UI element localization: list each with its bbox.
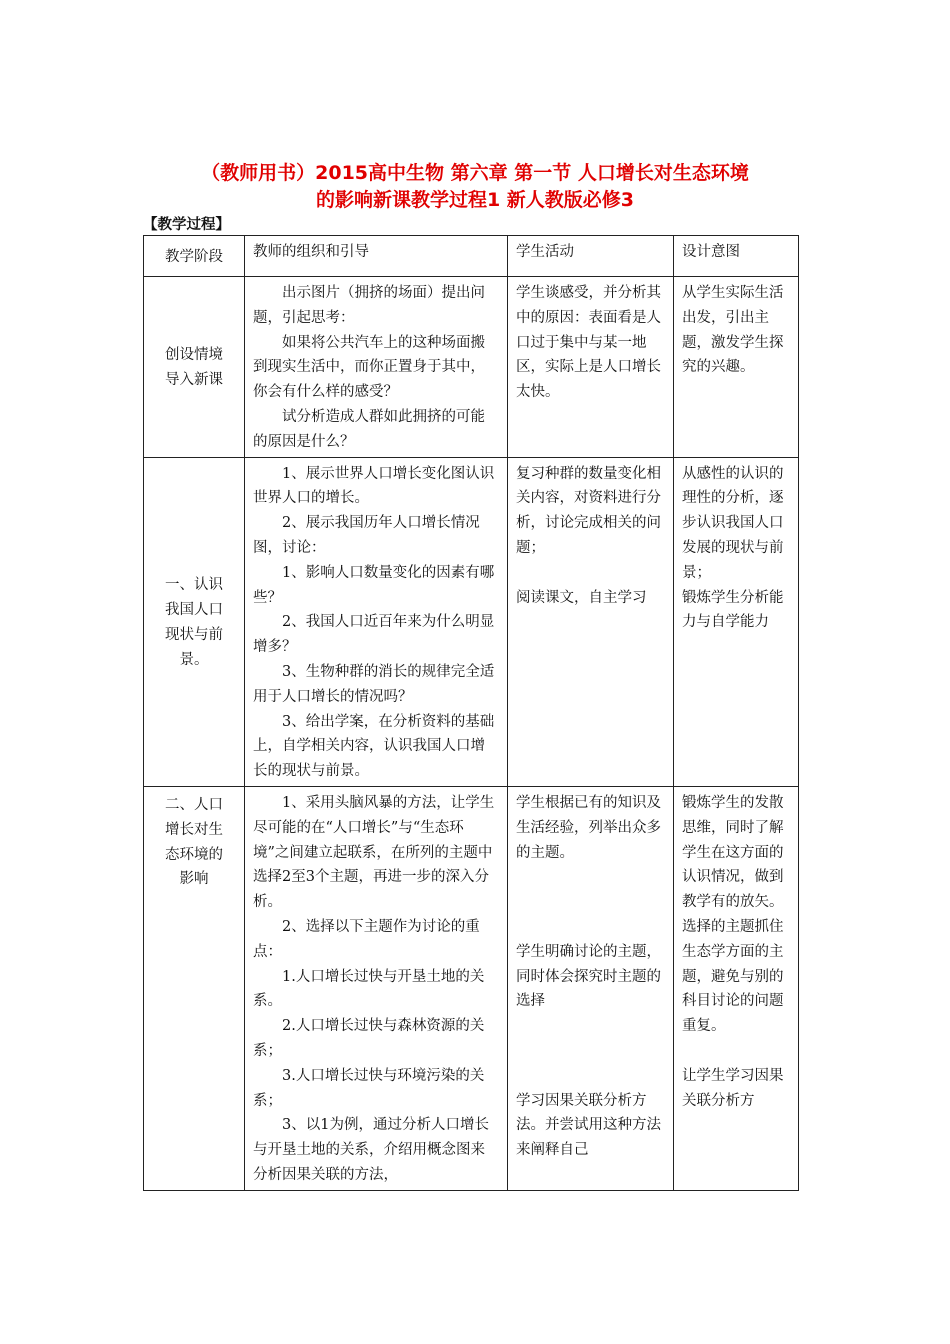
header-stage: 教学阶段: [144, 236, 245, 277]
stage-text: 二、人口: [165, 796, 223, 813]
student-cell: [508, 786, 674, 1190]
teacher-cell: [245, 457, 508, 786]
teacher-text: 1.人口增长过快与开垦土地的关系。: [253, 968, 485, 1010]
teacher-text: 出示图片（拥挤的场面）提出问题，引起思考：: [253, 285, 485, 326]
teacher-text: 3、生物种群的消长的规律完全适用于人口增长的情况吗？: [253, 663, 495, 705]
student-text: 学生根据已有的知识及生活经验，列举出众多的主题。: [516, 794, 661, 861]
student-text: 学习因果关联分析方法。并尝试用这种方法来阐释自己: [516, 1092, 661, 1159]
intent-text: 让学生学习因果关联分析方: [682, 1067, 784, 1109]
student-text: 阅读课文，自主学习: [516, 589, 647, 606]
teacher-text: 1、影响人口数量变化的因素有哪些？: [253, 564, 495, 606]
student-text: 学生明确讨论的主题，同时体会探究时主题的选择: [516, 943, 661, 1010]
teacher-text: 1、展示世界人口增长变化图认识世界人口的增长。: [253, 465, 495, 507]
student-text: 学生谈感受，并分析其中的原因：表面看是人口过于集中与某一地区，实际上是人口增长太快。: [516, 285, 661, 401]
stage-text: 我国人口: [165, 601, 223, 618]
table-header-row: [144, 236, 799, 277]
stage-text: 影响: [179, 871, 209, 888]
intent-cell: [674, 786, 799, 1190]
stage-text: 增长对生: [165, 821, 223, 838]
teacher-text: 3.人口增长过快与环境污染的关系；: [253, 1067, 485, 1109]
teacher-cell: [245, 277, 508, 458]
stage-text: 创设情境: [165, 346, 223, 363]
title-line-1: （教师用书）2015高中生物 第六章 第一节 人口增长对生态环境: [201, 162, 749, 184]
teacher-text: 2、展示我国历年人口增长情况图，讨论：: [253, 515, 480, 556]
stage-text: 景。: [179, 651, 209, 668]
teacher-text: 3、给出学案，在分析资料的基础上，自学相关内容，认识我国人口增长的现状与前景。: [253, 713, 495, 780]
teacher-text: 2、我国人口近百年来为什么明显增多？: [253, 614, 495, 656]
teacher-cell: [245, 786, 508, 1190]
student-cell: [508, 457, 674, 786]
stage-cell: [144, 277, 245, 458]
title-line-2: 的影响新课教学过程1 新人教版必修3: [315, 189, 635, 211]
stage-cell: [144, 457, 245, 786]
intent-text: 选择的主题抓住生态学方面的主题，避免与别的科目讨论的问题重复。: [682, 918, 784, 1035]
stage-text: 导入新课: [165, 371, 223, 388]
teacher-text: 如果将公共汽车上的这种场面搬到现实生活中，而你正置身于其中，你会有什么样的感受？: [253, 334, 485, 401]
teacher-text: 2、选择以下主题作为讨论的重点：: [253, 918, 480, 960]
stage-cell: [144, 786, 245, 1190]
lesson-table: [143, 235, 799, 1191]
header-student: 学生活动: [508, 236, 674, 277]
stage-text: 一、认识: [165, 577, 223, 594]
header-teacher: 教师的组织和引导: [245, 236, 508, 277]
intent-text: 从感性的认识的理性的分析，逐步认识我国人口发展的现状与前景；: [682, 465, 784, 581]
table-row: [144, 457, 799, 786]
teacher-text: 3、以1为例，通过分析人口增长与开垦土地的关系，介绍用概念图来分析因果关联的方法，: [253, 1117, 489, 1183]
student-cell: [508, 277, 674, 458]
intent-cell: [674, 457, 799, 786]
teacher-text: 2.人口增长过快与森林资源的关系；: [253, 1018, 485, 1059]
section-label: 【教学过程】: [143, 217, 230, 233]
header-intent: 设计意图: [674, 236, 799, 277]
document-title: [100, 160, 850, 214]
student-text: 复习种群的数量变化相关内容，对资料进行分析，讨论完成相关的问题；: [516, 465, 661, 556]
teacher-text: 1、采用头脑风暴的方法，让学生尽可能的在“人口增长”与“生态环境”之间建立起联系，在所列的主题中选择2至3个主题，再进一步的深入分析。: [253, 794, 495, 911]
stage-text: 态环境的: [165, 846, 223, 863]
intent-text: 锻炼学生分析能力与自学能力: [682, 589, 784, 631]
intent-text: 锻炼学生的发散思维，同时了解学生在这方面的认识情况，做到教学有的放矢。: [682, 794, 784, 911]
table-row: [144, 786, 799, 1190]
stage-text: 现状与前: [165, 626, 223, 643]
teacher-text: 试分析造成人群如此拥挤的可能的原因是什么？: [253, 408, 485, 450]
intent-cell: [674, 277, 799, 458]
table-row: [144, 277, 799, 458]
intent-text: 从学生实际生活出发，引出主题，激发学生探究的兴趣。: [682, 285, 784, 376]
